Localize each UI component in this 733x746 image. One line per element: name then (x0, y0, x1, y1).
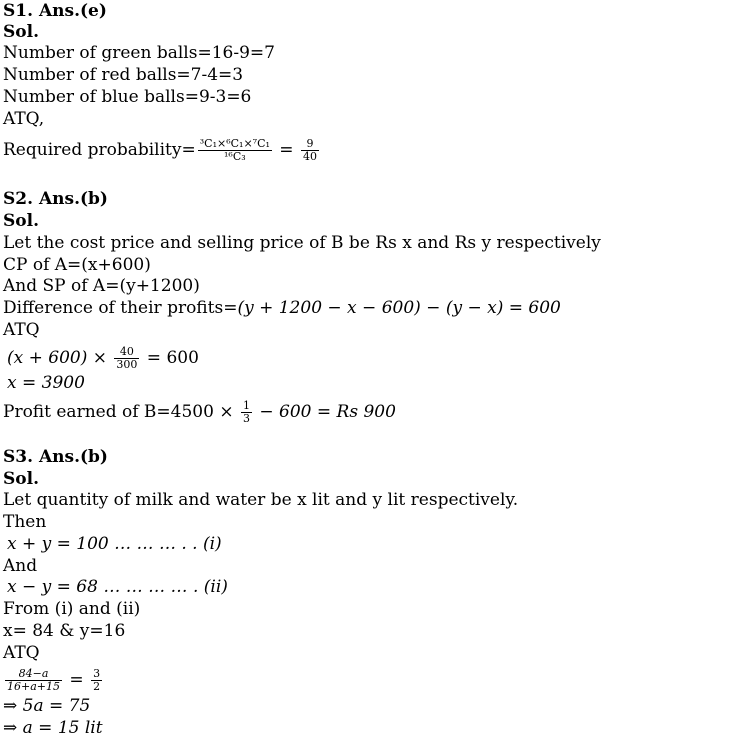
s1-result-fraction (301, 138, 319, 163)
s1-heading: S1. Ans.(e) (3, 1, 107, 21)
s3-line-3: x + y = 100 … … … . . (i) (7, 534, 222, 554)
s1-prob-fraction (198, 138, 272, 163)
s2-line-5: ATQ (3, 320, 40, 340)
s3-line-10: ⇒ 5a = 75 (3, 696, 91, 716)
s2-diff-expression: (y + 1200 − x − 600) − (y − x) = 600 (237, 298, 561, 318)
s3-ratio-equals: = (64, 670, 90, 690)
s1-result-numerator: 9 (301, 138, 319, 151)
s2-line-7: x = 3900 (7, 373, 85, 393)
s2-profit-numerator: 1 (242, 399, 250, 412)
s3-sol-label: Sol. (3, 469, 39, 489)
s3-line-1: Let quantity of milk and water be x lit and y lit respectively. (3, 490, 519, 510)
s2-profit-fraction (241, 400, 252, 425)
s2-eq-right: = 600 (141, 348, 199, 368)
s2-line-3: And SP of A=(y+1200) (3, 276, 200, 296)
s3-ratio-result-fraction (91, 668, 102, 693)
s3-line-11: ⇒ a = 15 lit (3, 718, 103, 738)
s1-sol-label: Sol. (3, 22, 39, 42)
s1-line-2: Number of red balls=7-4=3 (3, 65, 244, 85)
s3-line-4: And (3, 556, 38, 576)
s3-heading: S3. Ans.(b) (3, 447, 108, 467)
s2-heading: S2. Ans.(b) (3, 189, 108, 209)
s3-line-5: x − y = 68 … … … … . (ii) (7, 577, 228, 597)
s2-line-6 (7, 346, 199, 371)
s1-line-1: Number of green balls=16-9=7 (3, 43, 275, 63)
s1-prob-numerator: ³C₁×⁶C₁×⁷C₁ (199, 137, 270, 150)
s3-ratio-denominator: 16+a+15 (7, 680, 60, 693)
s1-prob-denominator: ¹⁶C₃ (224, 150, 246, 163)
s2-diff-label: Difference of their profits= (3, 298, 238, 318)
s1-result-denominator: 40 (302, 150, 317, 163)
s2-profit-result: − 600 = Rs 900 (253, 402, 396, 422)
s2-eq-denominator: 300 (116, 358, 138, 371)
s3-ratio-fraction (5, 668, 62, 693)
s2-eq-left: (x + 600) × (7, 348, 113, 368)
s2-sol-label: Sol. (3, 211, 39, 231)
s1-line-3: Number of blue balls=9-3=6 (3, 87, 252, 107)
s2-profit-denominator: 3 (242, 412, 250, 425)
s2-line-4 (3, 298, 561, 318)
s3-line-7: x= 84 & y=16 (3, 621, 126, 641)
s2-line-1: Let the cost price and selling price of B be Rs x and Rs y respectively (3, 233, 601, 253)
s2-eq-numerator: 40 (114, 346, 139, 359)
s1-prob-equals: = (273, 140, 299, 160)
s3-ratio-result-numerator: 3 (93, 667, 101, 680)
s1-line-5 (3, 138, 321, 163)
s2-profit-label: Profit earned of B=4500 × (3, 402, 239, 422)
s3-line-8: ATQ (3, 643, 40, 663)
s1-line-4: ATQ, (3, 109, 45, 129)
s3-line-9 (3, 668, 104, 693)
s1-prob-label: Required probability= (3, 140, 196, 160)
s3-ratio-result-denominator: 2 (93, 680, 101, 693)
s3-line-6: From (i) and (ii) (3, 599, 141, 619)
s2-line-8 (3, 400, 396, 425)
s2-line-2: CP of A=(x+600) (3, 255, 151, 275)
s2-eq-fraction (114, 346, 139, 371)
s3-line-2: Then (3, 512, 47, 532)
s3-ratio-numerator: 84−a (5, 668, 62, 681)
